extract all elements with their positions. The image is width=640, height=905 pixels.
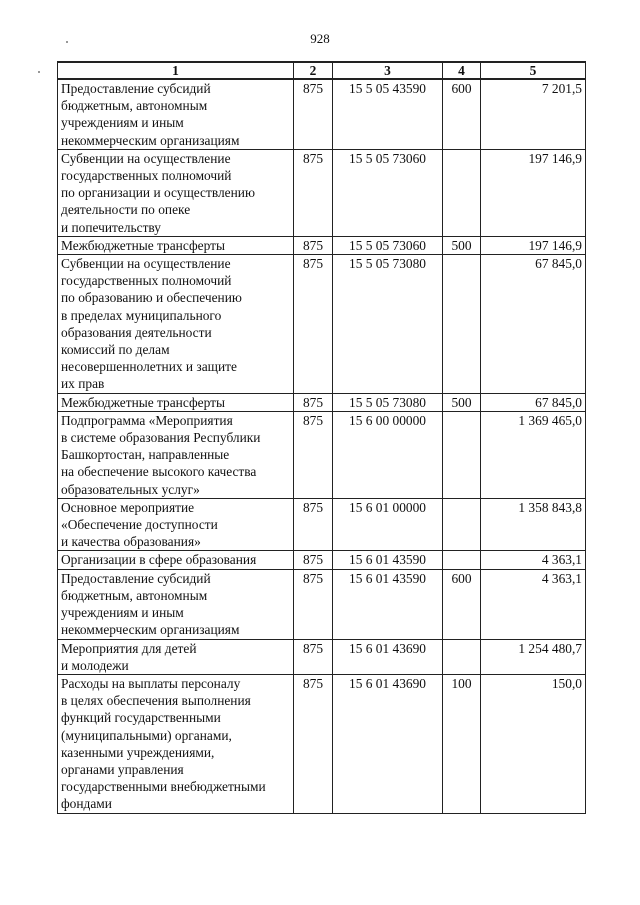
table-row xyxy=(58,411,586,498)
row-name: Мероприятия для детей и молодежи xyxy=(58,639,294,674)
row-name: Субвенции на осуществление государственных полномочий по образованию и обеспечению в пределах муниципального образования деятельности комиссий по делам несовершеннолетних и защите их прав xyxy=(58,255,294,394)
row-name: Межбюджетные трансферты xyxy=(58,393,294,411)
row-name: Предоставление субсидий бюджетным, автономным учреждениям и иным некоммерческим организациям xyxy=(58,569,294,639)
column-header: 1 xyxy=(58,62,294,79)
page-number: 928 xyxy=(310,31,330,46)
row-name: Предоставление субсидий бюджетным, автономным учреждениям и иным некоммерческим организациям xyxy=(58,79,294,149)
row-sum: 197 146,9 xyxy=(481,236,586,254)
row-name: Субвенции на осуществление государственных полномочий по организации и осуществлению деятельности по опеке и попечительству xyxy=(58,149,294,236)
column-header: 5 xyxy=(481,62,586,79)
row-vr xyxy=(443,639,481,674)
row-vr xyxy=(443,149,481,236)
column-header: 4 xyxy=(443,62,481,79)
row-vr: 600 xyxy=(443,79,481,149)
scan-speck xyxy=(38,71,40,73)
row-name: Подпрограмма «Мероприятия в системе образования Республики Башкортостан, направленные на обеспечение высокого качества образовательных услуг» xyxy=(58,411,294,498)
row-ved: 875 xyxy=(294,149,333,236)
row-sum: 1 254 480,7 xyxy=(481,639,586,674)
row-name: Основное мероприятие «Обеспечение доступности и качества образования» xyxy=(58,498,294,551)
table-row xyxy=(58,236,586,254)
row-vr: 100 xyxy=(443,674,481,813)
table-row xyxy=(58,569,586,639)
column-header: 3 xyxy=(333,62,443,79)
row-csr: 15 6 01 43590 xyxy=(333,551,443,569)
row-csr: 15 5 05 43590 xyxy=(333,79,443,149)
row-ved: 875 xyxy=(294,639,333,674)
row-csr: 15 6 01 00000 xyxy=(333,498,443,551)
row-vr: 500 xyxy=(443,393,481,411)
table-row xyxy=(58,639,586,674)
row-sum: 7 201,5 xyxy=(481,79,586,149)
header-row xyxy=(58,62,586,79)
row-sum: 67 845,0 xyxy=(481,255,586,394)
row-ved: 875 xyxy=(294,79,333,149)
row-name: Организации в сфере образования xyxy=(58,551,294,569)
row-csr: 15 5 05 73060 xyxy=(333,149,443,236)
row-sum: 197 146,9 xyxy=(481,149,586,236)
row-name: Расходы на выплаты персоналу в целях обеспечения выполнения функций государственными (муниципальными) органами, казенными учреждениями, органами управления государственными внебюджетными фондами xyxy=(58,674,294,813)
table-row xyxy=(58,393,586,411)
row-csr: 15 6 00 00000 xyxy=(333,411,443,498)
row-ved: 875 xyxy=(294,569,333,639)
table-row xyxy=(58,551,586,569)
table-row xyxy=(58,498,586,551)
row-sum: 1 358 843,8 xyxy=(481,498,586,551)
row-vr xyxy=(443,551,481,569)
row-ved: 875 xyxy=(294,498,333,551)
row-ved: 875 xyxy=(294,674,333,813)
row-ved: 875 xyxy=(294,236,333,254)
row-sum: 4 363,1 xyxy=(481,551,586,569)
row-vr: 500 xyxy=(443,236,481,254)
row-vr xyxy=(443,255,481,394)
column-header: 2 xyxy=(294,62,333,79)
row-vr: 600 xyxy=(443,569,481,639)
row-ved: 875 xyxy=(294,551,333,569)
row-csr: 15 6 01 43590 xyxy=(333,569,443,639)
row-ved: 875 xyxy=(294,411,333,498)
row-vr xyxy=(443,411,481,498)
row-vr xyxy=(443,498,481,551)
row-csr: 15 6 01 43690 xyxy=(333,674,443,813)
budget-table xyxy=(57,61,586,814)
table-row xyxy=(58,79,586,149)
table-row xyxy=(58,255,586,394)
row-ved: 875 xyxy=(294,393,333,411)
row-ved: 875 xyxy=(294,255,333,394)
row-name: Межбюджетные трансферты xyxy=(58,236,294,254)
table-row xyxy=(58,674,586,813)
row-sum: 4 363,1 xyxy=(481,569,586,639)
scan-speck xyxy=(66,41,68,43)
row-csr: 15 5 05 73080 xyxy=(333,255,443,394)
row-csr: 15 5 05 73080 xyxy=(333,393,443,411)
row-sum: 67 845,0 xyxy=(481,393,586,411)
row-sum: 1 369 465,0 xyxy=(481,411,586,498)
row-csr: 15 6 01 43690 xyxy=(333,639,443,674)
table-row xyxy=(58,149,586,236)
row-csr: 15 5 05 73060 xyxy=(333,236,443,254)
row-sum: 150,0 xyxy=(481,674,586,813)
